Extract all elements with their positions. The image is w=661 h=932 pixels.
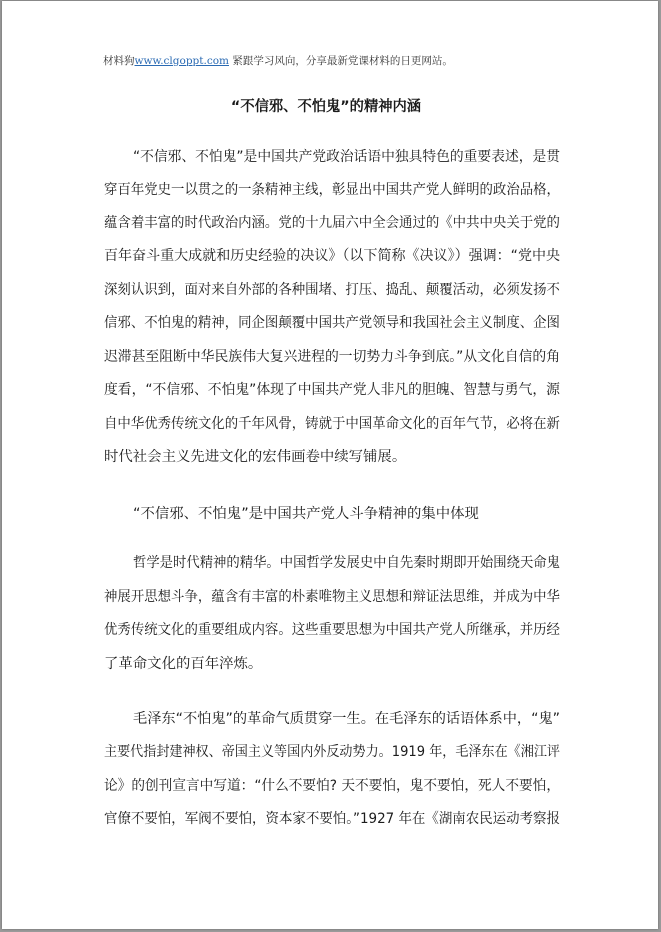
paragraph-line: 哲学是时代精神的精华。中国哲学发展史中自先秦时期即开始围绕天命鬼	[133, 555, 560, 571]
paragraph-line: 度看，“不信邪、不怕鬼”体现了中国共产党人非凡的胆魄、智慧与勇气，源	[104, 382, 560, 398]
header-suffix: 紧跟学习风向，分享最新党课材料的日更网站。	[229, 55, 453, 67]
paragraph-line: 主要代指封建神权、帝国主义等国内外反动势力。1919 年，毛泽东在《湘江评	[104, 744, 560, 760]
document-title: “不信邪、不怕鬼”的精神内涵	[230, 99, 422, 115]
paragraph-line: 信邪、不怕鬼的精神，同企图颠覆中国共产党领导和我国社会主义制度、企图	[104, 315, 560, 331]
paragraph-line: 蕴含着丰富的时代政治内涵。党的十九届六中全会通过的《中共中央关于党的	[104, 215, 560, 231]
header-prefix: 材料狗	[103, 55, 135, 67]
paragraph-line: 论》的创刊宣言中写道：“什么不要怕? 天不要怕，鬼不要怕，死人不要怕，	[104, 778, 561, 794]
section-subheading: “不信邪、不怕鬼”是中国共产党人斗争精神的集中体现	[133, 506, 479, 522]
paragraph-line: 穿百年党史一以贯之的一条精神主线，彰显出中国共产党人鲜明的政治品格，	[104, 182, 560, 198]
paragraph-line: “不信邪、不怕鬼”是中国共产党政治话语中独具特色的重要表述，是贯	[133, 149, 560, 165]
paragraph-line: 优秀传统文化的重要组成内容。这些重要思想为中国共产党人所继承，并历经	[104, 622, 560, 638]
page-header	[103, 53, 453, 68]
paragraph-line: 深刻认识到，面对来自外部的各种围堵、打压、捣乱、颠覆活动，必须发扬不	[104, 282, 560, 298]
document-page	[2, 1, 658, 929]
paragraph-line: 神展开思想斗争，蕴含有丰富的朴素唯物主义思想和辩证法思维，并成为中华	[104, 589, 560, 605]
paragraph-line: 时代社会主义先进文化的宏伟画卷中续写铺展。	[104, 449, 407, 465]
paragraph-line: 毛泽东“不怕鬼”的革命气质贯穿一生。在毛泽东的话语体系中，“鬼”	[133, 711, 561, 727]
paragraph-line: 自中华优秀传统文化的千年风骨，铸就于中国革命文化的百年气节，必将在新	[104, 416, 560, 432]
paragraph-line: 迟滞甚至阻断中华民族伟大复兴进程的一切势力斗争到底。”从文化自信的角	[104, 349, 561, 365]
paragraph-line: 百年奋斗重大成就和历史经验的决议》（以下简称《决议》）强调：“党中央	[104, 248, 561, 264]
paragraph-line: 了革命文化的百年淬炼。	[104, 656, 263, 672]
header-link[interactable]: www.clgoppt.com	[134, 55, 229, 67]
paragraph-line: 官僚不要怕，军阀不要怕，资本家不要怕。”1927 年在《湖南农民运动考察报	[104, 811, 560, 827]
